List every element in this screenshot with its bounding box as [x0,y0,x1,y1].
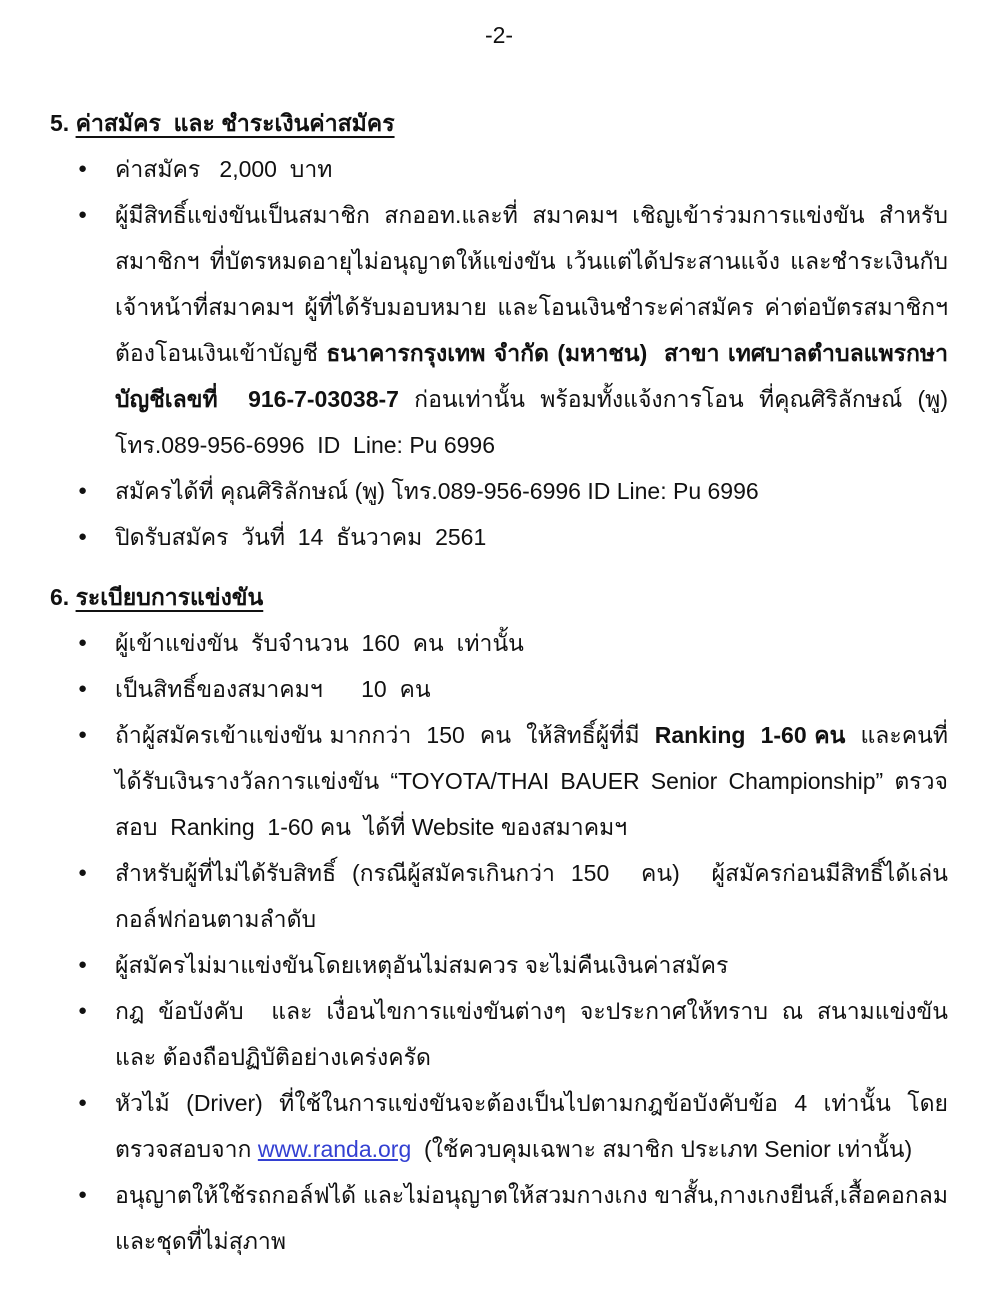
bullet-text [115,666,948,712]
bullet-icon: ● [78,726,88,743]
text-run: ผู้สมัครไม่มาแข่งขันโดยเหตุอันไม่สมควร จะไม่คืนเงินค่าสมัคร [115,952,729,978]
section-6-heading [50,574,948,620]
bullet-icon: ● [78,160,88,177]
text-run: อนุญาตให้ใช้รถกอล์ฟได้ และไม่อนุญาตให้สวมกางเกง ขาสั้น,กางเกงยีนส์,เสื้อคอกลม และชุดที่ไม่สุภาพ [115,1182,955,1254]
bullet-text [115,1172,955,1264]
text-run: ปิดรับสมัคร วันที่ 14 ธันวาคม 2561 [115,524,487,550]
bullet-icon: ● [78,528,88,545]
bullet-icon: ● [78,206,88,223]
text-run: ผู้มีสิทธิ์แข่งขันเป็นสมาชิก สกออท.และที่ สมาคมฯ เชิญเข้าร่วมการแข่งขัน สำหรับสมาชิกฯ ที่บัตรหมดอายุไม่อนุญาตให้แข่งขัน เว้นแต่ได้ประสานแจ้ง และชำระเงินกับเจ้าหน้าที่สมาคมฯ ผู้ที่ได้รับมอบหมาย และโอนเงินชำระค่าสมัคร ค่าต่อบัตรสมาชิกฯ ต้องโอนเงินเข้าบัญชี [115,202,955,366]
text-run: ถ้าผู้สมัครเข้าแข่งขัน มากกว่า 150 คน ให้สิทธิ์ผู้ที่มี [115,722,655,748]
bullet-icon: ● [78,482,88,499]
list-item-driver [50,1080,948,1172]
list-item-association-quota [50,666,948,712]
list-item-no-right [50,850,948,942]
bullet-text [115,850,948,942]
list-item-deadline [50,514,948,560]
bullet-icon: ● [78,1002,88,1019]
bullet-icon: ● [78,1094,88,1111]
bullet-text [115,468,948,514]
bullet-text [115,514,948,560]
list-item-rules [50,988,961,1080]
bullet-text [115,620,948,666]
section-6-number: 6. [50,584,70,610]
randa-website-link[interactable]: www.randa.org [257,1136,412,1162]
text-run: ก่อนเท่านั้น พร้อมทั้งแจ้งการโอน ที่คุณศิริลักษณ์ (พู) โทร.089-956-6996 ID Line: Pu 6996 [115,386,955,458]
bullet-text [115,1080,948,1172]
list-item-ranking [50,712,948,850]
list-item-fee [50,146,948,192]
text-run: ค่าสมัคร 2,000 บาท [115,156,333,182]
bullet-icon: ● [78,864,88,881]
text-run: และคนที่ได้รับเงินรางวัลการแข่งขัน “TOYOTA/THAI BAUER Senior Championship” ตรวจสอบ Ranking 1-60 คน ได้ที่ Website ของสมาคมฯ [115,722,948,840]
bullet-icon: ● [78,956,88,973]
text-run: สำหรับผู้ที่ไม่ได้รับสิทธิ์ (กรณีผู้สมัครเกินกว่า 150 คน) ผู้สมัครก่อนมีสิทธิ์ได้เล่นกอล์ฟก่อนตามลำดับ [115,860,948,932]
list-item-dress-code [50,1172,955,1264]
bullet-icon: ● [78,634,88,651]
text-run: กฎ ข้อบังคับ และ เงื่อนไขการแข่งขันต่างๆ จะประกาศให้ทราบ ณ สนามแข่งขัน และ ต้องถือปฏิบัติอย่างเคร่งครัด [115,998,961,1070]
page-number: -2- [484,22,514,48]
section-5-heading [50,100,948,146]
bullet-text [115,146,948,192]
text-run: สมัครได้ที่ คุณศิริลักษณ์ (พู) โทร.089-956-6996 ID Line: Pu 6996 [115,478,759,504]
bullet-icon: ● [78,680,88,697]
section-6-title: ระเบียบการแข่งขัน [75,584,264,610]
section-5-title: ค่าสมัคร และ ชำระเงินค่าสมัคร [75,110,395,136]
ranking-bold-text: Ranking 1-60 คน [654,722,846,748]
list-item-contact [50,468,948,514]
list-item-eligibility [50,192,961,468]
section-5-number: 5. [50,110,70,136]
bullet-text [115,192,961,468]
text-run: เป็นสิทธิ์ของสมาคมฯ 10 คน [115,676,431,702]
list-item-no-refund [50,942,948,988]
bullet-text [115,712,948,850]
bank-account-text: ธนาคารกรุงเทพ จำกัด (มหาชน) สาขา เทศบาลตำบลแพรกษา บัญชีเลขที่ 916-7-03038-7 [115,340,961,412]
text-run: หัวไม้ (Driver) ที่ใช้ในการแข่งขันจะต้องเป็นไปตามกฎข้อบังคับข้อ 4 เท่านั้น โดยตรวจสอบจาก [115,1090,948,1162]
bullet-icon: ● [78,1186,88,1203]
bullet-text [115,942,948,988]
bullet-text [115,988,961,1080]
text-run: (ใช้ควบคุมเฉพาะ สมาชิก ประเภท Senior เท่านั้น) [411,1136,913,1162]
list-item-capacity [50,620,948,666]
text-run: ผู้เข้าแข่งขัน รับจำนวน 160 คน เท่านั้น [115,630,524,656]
